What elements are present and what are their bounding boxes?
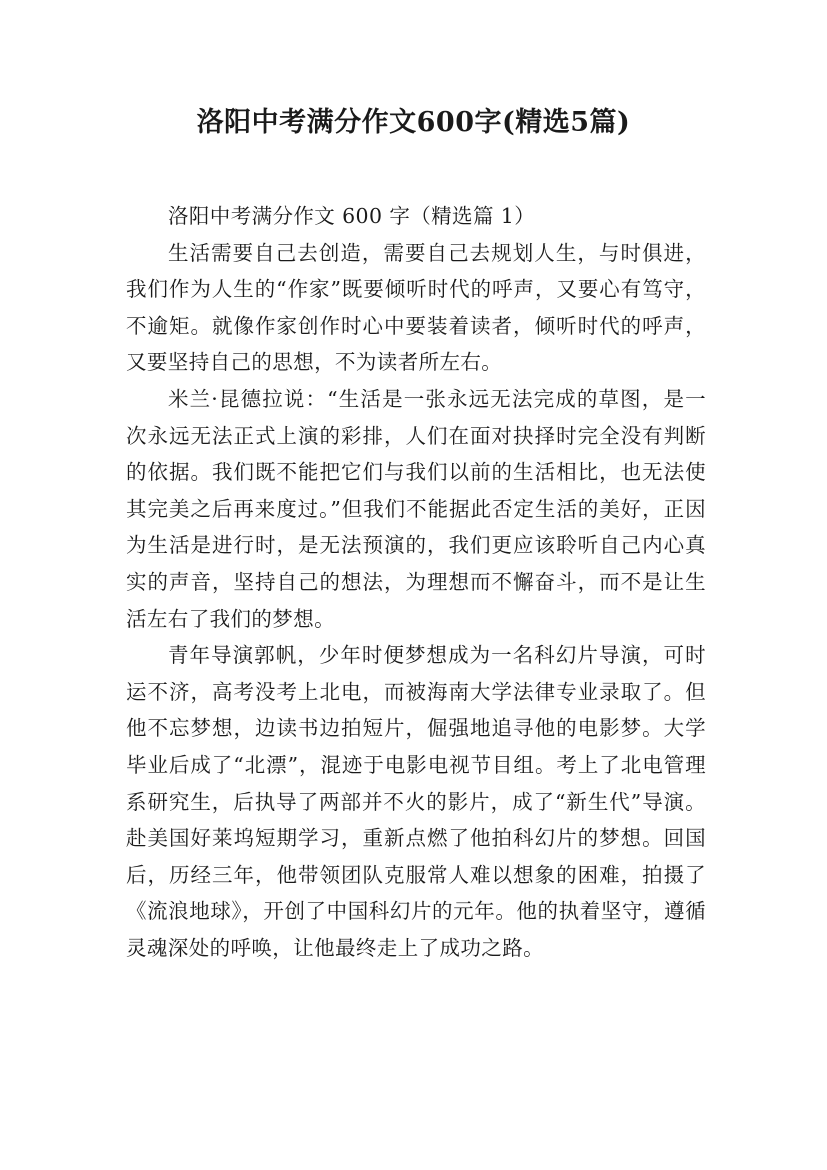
- section-heading: 洛阳中考满分作文 600 字（精选篇 1）: [168, 204, 536, 228]
- article-body: [126, 198, 706, 966]
- document-title: 洛阳中考满分作文600字(精选5篇): [196, 107, 631, 138]
- paragraph-1: 生活需要自己去创造，需要自己去规划人生，与时俱进，我们作为人生的“作家”既要倾听时代的呼声，又要心有笃守，不逾矩。就像作家创作时心中要装着读者，倾听时代的呼声，又要坚持自己的思想，不为读者所左右。: [126, 240, 706, 375]
- paragraph-3: 青年导演郭帆，少年时便梦想成为一名科幻片导演，可时运不济，高考没考上北电，而被海南大学法律专业录取了。但他不忘梦想，边读书边拍短片，倔强地追寻他的电影梦。大学毕业后成了“北漂”，混迹于电影电视节目组。考上了北电管理系研究生，后执导了两部并不火的影片，成了“新生代”导演。赴美国好莱坞短期学习，重新点燃了他拍科幻片的梦想。回国后，历经三年，他带领团队克服常人难以想象的困难，拍摄了《流浪地球》，开创了中国科幻片的元年。他的执着坚守，遵循灵魂深处的呼唤，让他最终走上了成功之路。: [126, 643, 706, 960]
- paragraph-2: 米兰·昆德拉说：“生活是一张永远无法完成的草图，是一次永远无法正式上演的彩排，人们在面对抉择时完全没有判断的依据。我们既不能把它们与我们以前的生活相比，也无法使其完美之后再来度过。”但我们不能据此否定生活的美好，正因为生活是进行时，是无法预演的，我们更应该聆听自己内心真实的声音，坚持自己的想法，为理想而不懈奋斗，而不是让生活左右了我们的梦想。: [126, 386, 706, 631]
